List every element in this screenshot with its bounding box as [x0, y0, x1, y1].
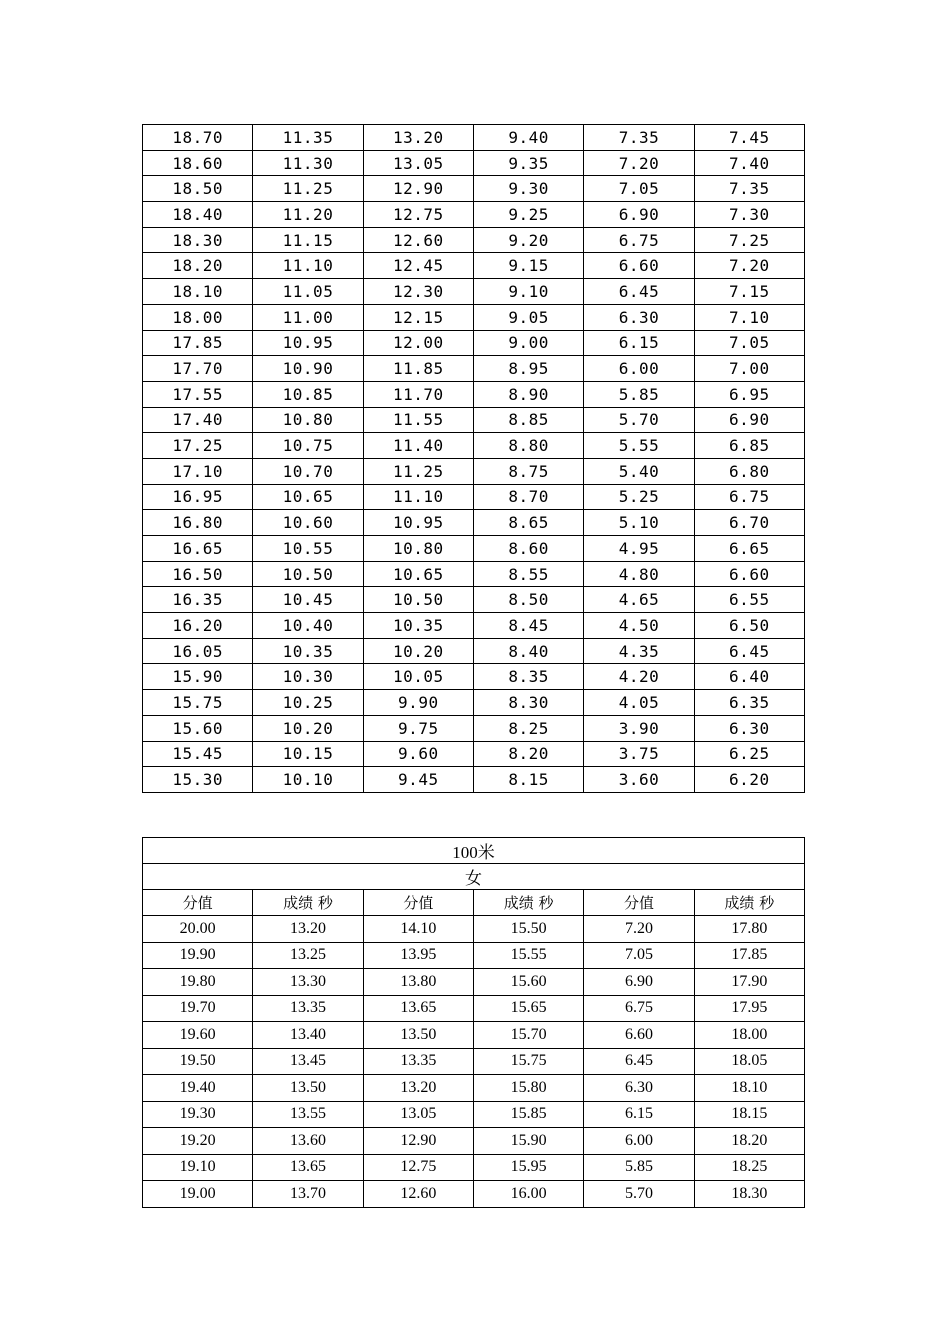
table-cell: 6.20 [694, 767, 804, 793]
table-row [143, 638, 805, 664]
table-cell: 18.00 [694, 1022, 804, 1049]
table-cell: 8.60 [473, 536, 583, 562]
table-cell: 19.10 [143, 1154, 253, 1181]
column-header: 分值 [143, 890, 253, 916]
table-cell: 9.60 [363, 741, 473, 767]
table-cell: 5.10 [584, 510, 694, 536]
table-cell: 13.20 [253, 916, 363, 943]
table-cell: 8.85 [473, 407, 583, 433]
table-cell: 13.35 [253, 995, 363, 1022]
table-row [143, 330, 805, 356]
score-table-100m-women [142, 837, 805, 1208]
column-header: 分值 [363, 890, 473, 916]
table-cell: 13.65 [253, 1154, 363, 1181]
table-cell: 19.60 [143, 1022, 253, 1049]
table-cell: 4.95 [584, 536, 694, 562]
table-cell: 7.40 [694, 150, 804, 176]
table-subtitle: 女 [143, 864, 805, 890]
table-cell: 15.90 [143, 664, 253, 690]
table-cell: 12.00 [363, 330, 473, 356]
table-cell: 15.90 [473, 1128, 583, 1155]
table-row [143, 356, 805, 382]
table-cell: 9.75 [363, 715, 473, 741]
table-cell: 9.00 [473, 330, 583, 356]
table-cell: 9.40 [473, 125, 583, 151]
table-cell: 7.20 [584, 150, 694, 176]
table-cell: 7.35 [694, 176, 804, 202]
table-cell: 6.70 [694, 510, 804, 536]
table-subtitle-row [143, 864, 805, 890]
table-cell: 13.25 [253, 942, 363, 969]
table-cell: 9.35 [473, 150, 583, 176]
table-cell: 18.70 [143, 125, 253, 151]
table-cell: 9.25 [473, 202, 583, 228]
table-cell: 7.25 [694, 227, 804, 253]
table-cell: 7.45 [694, 125, 804, 151]
table-cell: 12.60 [363, 1181, 473, 1208]
table-cell: 6.75 [584, 995, 694, 1022]
table-cell: 6.65 [694, 536, 804, 562]
table-row [143, 1181, 805, 1208]
table-cell: 11.25 [253, 176, 363, 202]
table-row [143, 433, 805, 459]
table-cell: 7.30 [694, 202, 804, 228]
table-row [143, 176, 805, 202]
table-cell: 6.25 [694, 741, 804, 767]
table-cell: 11.20 [253, 202, 363, 228]
table-cell: 12.75 [363, 1154, 473, 1181]
table-cell: 15.85 [473, 1101, 583, 1128]
table-cell: 12.90 [363, 1128, 473, 1155]
table-row [143, 1154, 805, 1181]
table-row [143, 304, 805, 330]
table-row [143, 484, 805, 510]
table-cell: 10.65 [253, 484, 363, 510]
table-row [143, 1048, 805, 1075]
table-cell: 19.90 [143, 942, 253, 969]
table-cell: 9.15 [473, 253, 583, 279]
table-cell: 7.35 [584, 125, 694, 151]
table-cell: 18.20 [694, 1128, 804, 1155]
table-cell: 6.55 [694, 587, 804, 613]
table-cell: 13.05 [363, 1101, 473, 1128]
table-row [143, 150, 805, 176]
table-cell: 13.45 [253, 1048, 363, 1075]
table-cell: 19.50 [143, 1048, 253, 1075]
table-cell: 6.75 [694, 484, 804, 510]
table-row [143, 536, 805, 562]
table-cell: 18.10 [143, 279, 253, 305]
table-cell: 10.20 [253, 715, 363, 741]
table-cell: 9.90 [363, 690, 473, 716]
table-row [143, 741, 805, 767]
table-cell: 8.25 [473, 715, 583, 741]
table-cell: 6.90 [584, 969, 694, 996]
table-cell: 17.95 [694, 995, 804, 1022]
table-cell: 6.40 [694, 664, 804, 690]
table-cell: 4.35 [584, 638, 694, 664]
table-cell: 8.20 [473, 741, 583, 767]
table-cell: 5.25 [584, 484, 694, 510]
table-cell: 10.05 [363, 664, 473, 690]
table-cell: 8.75 [473, 458, 583, 484]
table-cell: 6.90 [694, 407, 804, 433]
table-cell: 16.35 [143, 587, 253, 613]
table-cell: 3.60 [584, 767, 694, 793]
table-cell: 18.15 [694, 1101, 804, 1128]
table-cell: 4.65 [584, 587, 694, 613]
table-cell: 11.30 [253, 150, 363, 176]
table-row [143, 279, 805, 305]
table-cell: 15.80 [473, 1075, 583, 1102]
table-cell: 6.90 [584, 202, 694, 228]
table-cell: 7.00 [694, 356, 804, 382]
table-cell: 11.85 [363, 356, 473, 382]
table-title: 100米 [143, 838, 805, 864]
table-cell: 17.85 [143, 330, 253, 356]
table-cell: 13.60 [253, 1128, 363, 1155]
table-cell: 9.30 [473, 176, 583, 202]
table-row [143, 995, 805, 1022]
table-cell: 10.10 [253, 767, 363, 793]
table-cell: 14.10 [363, 916, 473, 943]
table-cell: 11.40 [363, 433, 473, 459]
table-cell: 8.55 [473, 561, 583, 587]
table-cell: 12.90 [363, 176, 473, 202]
table-cell: 19.40 [143, 1075, 253, 1102]
table-cell: 13.55 [253, 1101, 363, 1128]
table-cell: 15.95 [473, 1154, 583, 1181]
table-cell: 8.40 [473, 638, 583, 664]
table-cell: 6.15 [584, 1101, 694, 1128]
table-cell: 6.00 [584, 356, 694, 382]
table-cell: 18.50 [143, 176, 253, 202]
table-row [143, 1022, 805, 1049]
table-row [143, 407, 805, 433]
table-cell: 8.90 [473, 381, 583, 407]
table-header-row [143, 890, 805, 916]
table-cell: 20.00 [143, 916, 253, 943]
table-cell: 13.05 [363, 150, 473, 176]
table-cell: 6.30 [694, 715, 804, 741]
table-row [143, 969, 805, 996]
table-cell: 10.50 [363, 587, 473, 613]
table-cell: 11.15 [253, 227, 363, 253]
table-cell: 13.30 [253, 969, 363, 996]
table-row [143, 510, 805, 536]
table-row [143, 125, 805, 151]
table-cell: 10.35 [253, 638, 363, 664]
table-cell: 13.20 [363, 125, 473, 151]
table-cell: 6.45 [694, 638, 804, 664]
table-cell: 10.80 [363, 536, 473, 562]
table-cell: 12.60 [363, 227, 473, 253]
table-cell: 19.30 [143, 1101, 253, 1128]
table-title-row [143, 838, 805, 864]
table-cell: 18.30 [694, 1181, 804, 1208]
table-cell: 18.05 [694, 1048, 804, 1075]
table-cell: 17.85 [694, 942, 804, 969]
table-cell: 10.75 [253, 433, 363, 459]
table-cell: 6.75 [584, 227, 694, 253]
table-cell: 13.35 [363, 1048, 473, 1075]
table-cell: 16.95 [143, 484, 253, 510]
table-cell: 11.35 [253, 125, 363, 151]
table-row [143, 1075, 805, 1102]
table-cell: 10.80 [253, 407, 363, 433]
table-row [143, 613, 805, 639]
table-cell: 9.20 [473, 227, 583, 253]
table-cell: 13.65 [363, 995, 473, 1022]
table-cell: 19.20 [143, 1128, 253, 1155]
table-cell: 13.20 [363, 1075, 473, 1102]
table-cell: 15.55 [473, 942, 583, 969]
table-cell: 8.15 [473, 767, 583, 793]
table-cell: 18.20 [143, 253, 253, 279]
table-cell: 8.45 [473, 613, 583, 639]
score-table-100m-women-body [143, 838, 805, 1208]
table-cell: 12.30 [363, 279, 473, 305]
table-cell: 6.50 [694, 613, 804, 639]
table-cell: 5.70 [584, 407, 694, 433]
column-header: 成绩 秒 [694, 890, 804, 916]
table-cell: 10.60 [253, 510, 363, 536]
table-cell: 13.70 [253, 1181, 363, 1208]
table-cell: 8.65 [473, 510, 583, 536]
table-cell: 15.60 [143, 715, 253, 741]
table-cell: 6.85 [694, 433, 804, 459]
table-row [143, 664, 805, 690]
table-row [143, 561, 805, 587]
column-header: 分值 [584, 890, 694, 916]
table-cell: 18.40 [143, 202, 253, 228]
table-row [143, 715, 805, 741]
table-cell: 17.55 [143, 381, 253, 407]
table-cell: 19.80 [143, 969, 253, 996]
table-cell: 3.90 [584, 715, 694, 741]
table-cell: 6.60 [694, 561, 804, 587]
table-cell: 6.45 [584, 279, 694, 305]
table-cell: 15.70 [473, 1022, 583, 1049]
table-row [143, 942, 805, 969]
table-row [143, 458, 805, 484]
table-cell: 7.10 [694, 304, 804, 330]
column-header: 成绩 秒 [473, 890, 583, 916]
table-cell: 5.55 [584, 433, 694, 459]
table-cell: 13.80 [363, 969, 473, 996]
score-table-continued-body [143, 125, 805, 793]
table-row [143, 253, 805, 279]
table-cell: 17.40 [143, 407, 253, 433]
table-cell: 6.30 [584, 304, 694, 330]
table-cell: 17.80 [694, 916, 804, 943]
table-cell: 11.70 [363, 381, 473, 407]
table-cell: 7.20 [694, 253, 804, 279]
table-cell: 11.25 [363, 458, 473, 484]
table-cell: 7.20 [584, 916, 694, 943]
table-cell: 6.80 [694, 458, 804, 484]
table-cell: 10.15 [253, 741, 363, 767]
table-cell: 15.60 [473, 969, 583, 996]
table-cell: 16.20 [143, 613, 253, 639]
table-cell: 10.85 [253, 381, 363, 407]
table-cell: 11.05 [253, 279, 363, 305]
table-cell: 8.95 [473, 356, 583, 382]
table-cell: 15.30 [143, 767, 253, 793]
table-cell: 10.50 [253, 561, 363, 587]
table-cell: 18.30 [143, 227, 253, 253]
table-cell: 12.75 [363, 202, 473, 228]
table-cell: 8.30 [473, 690, 583, 716]
table-cell: 6.15 [584, 330, 694, 356]
table-cell: 13.40 [253, 1022, 363, 1049]
table-cell: 16.50 [143, 561, 253, 587]
table-cell: 10.25 [253, 690, 363, 716]
table-cell: 16.00 [473, 1181, 583, 1208]
table-cell: 15.50 [473, 916, 583, 943]
table-cell: 13.50 [363, 1022, 473, 1049]
table-cell: 10.30 [253, 664, 363, 690]
table-cell: 10.70 [253, 458, 363, 484]
table-cell: 7.05 [584, 942, 694, 969]
table-cell: 9.45 [363, 767, 473, 793]
table-cell: 7.05 [584, 176, 694, 202]
table-cell: 13.50 [253, 1075, 363, 1102]
table-cell: 8.50 [473, 587, 583, 613]
table-cell: 9.05 [473, 304, 583, 330]
table-cell: 7.05 [694, 330, 804, 356]
table-row [143, 587, 805, 613]
table-cell: 6.60 [584, 253, 694, 279]
table-row [143, 202, 805, 228]
table-cell: 12.45 [363, 253, 473, 279]
table-cell: 6.60 [584, 1022, 694, 1049]
table-cell: 9.10 [473, 279, 583, 305]
table-cell: 10.65 [363, 561, 473, 587]
table-cell: 11.10 [363, 484, 473, 510]
table-cell: 4.05 [584, 690, 694, 716]
table-cell: 17.10 [143, 458, 253, 484]
table-cell: 10.20 [363, 638, 473, 664]
table-cell: 19.70 [143, 995, 253, 1022]
table-cell: 6.95 [694, 381, 804, 407]
table-cell: 17.70 [143, 356, 253, 382]
table-cell: 17.90 [694, 969, 804, 996]
table-row [143, 381, 805, 407]
table-cell: 19.00 [143, 1181, 253, 1208]
table-cell: 10.55 [253, 536, 363, 562]
table-cell: 16.05 [143, 638, 253, 664]
table-cell: 7.15 [694, 279, 804, 305]
table-cell: 15.45 [143, 741, 253, 767]
table-cell: 18.10 [694, 1075, 804, 1102]
table-cell: 6.35 [694, 690, 804, 716]
table-cell: 18.00 [143, 304, 253, 330]
table-cell: 12.15 [363, 304, 473, 330]
table-cell: 15.75 [473, 1048, 583, 1075]
table-cell: 10.45 [253, 587, 363, 613]
table-cell: 5.85 [584, 381, 694, 407]
table-cell: 8.70 [473, 484, 583, 510]
score-table-continued [142, 124, 805, 793]
table-cell: 16.80 [143, 510, 253, 536]
table-cell: 5.85 [584, 1154, 694, 1181]
table-cell: 8.35 [473, 664, 583, 690]
table-cell: 16.65 [143, 536, 253, 562]
table-cell: 6.30 [584, 1075, 694, 1102]
table-cell: 5.40 [584, 458, 694, 484]
table-cell: 11.00 [253, 304, 363, 330]
table-cell: 18.25 [694, 1154, 804, 1181]
table-cell: 10.35 [363, 613, 473, 639]
table-cell: 17.25 [143, 433, 253, 459]
column-header: 成绩 秒 [253, 890, 363, 916]
table-cell: 13.95 [363, 942, 473, 969]
table-cell: 10.95 [253, 330, 363, 356]
table-cell: 5.70 [584, 1181, 694, 1208]
table-row [143, 916, 805, 943]
table-cell: 11.10 [253, 253, 363, 279]
table-cell: 15.65 [473, 995, 583, 1022]
table-cell: 11.55 [363, 407, 473, 433]
table-cell: 8.80 [473, 433, 583, 459]
table-cell: 4.20 [584, 664, 694, 690]
table-cell: 4.50 [584, 613, 694, 639]
table-cell: 18.60 [143, 150, 253, 176]
table-cell: 4.80 [584, 561, 694, 587]
table-cell: 6.00 [584, 1128, 694, 1155]
table-row [143, 690, 805, 716]
table-row [143, 1128, 805, 1155]
table-cell: 3.75 [584, 741, 694, 767]
table-cell: 10.40 [253, 613, 363, 639]
table-row [143, 227, 805, 253]
table-row [143, 767, 805, 793]
table-cell: 6.45 [584, 1048, 694, 1075]
table-cell: 10.90 [253, 356, 363, 382]
table-cell: 15.75 [143, 690, 253, 716]
table-row [143, 1101, 805, 1128]
table-cell: 10.95 [363, 510, 473, 536]
